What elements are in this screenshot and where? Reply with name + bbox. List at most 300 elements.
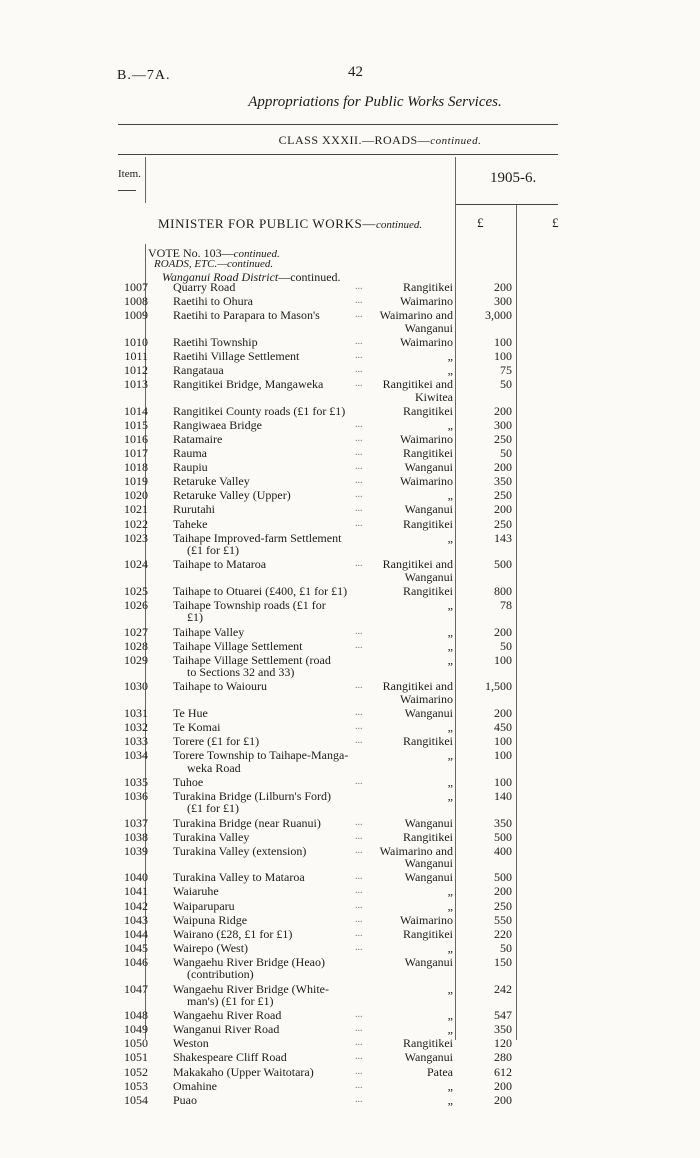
- electorate-line: „: [447, 774, 453, 789]
- class-heading-main: CLASS XXXII.—ROADS—: [278, 133, 431, 147]
- road-description-line: Te Komai: [173, 720, 221, 734]
- electorate-line: „: [447, 597, 453, 612]
- item-number: 1048: [124, 1008, 148, 1023]
- vote-heading-main: VOTE No. 103—: [148, 246, 234, 260]
- item-number: 1052: [124, 1064, 148, 1079]
- road-description-line: Turakina Bridge (Lilburn's Ford): [173, 788, 332, 803]
- amount: 75: [500, 363, 512, 377]
- road-description-line: man's) (£1 for £1): [187, 994, 274, 1008]
- page-number: 42: [348, 64, 363, 80]
- road-description-line: Taihape Village Settlement (road: [173, 652, 331, 667]
- electorate: [362, 336, 453, 349]
- item-number: 1031: [124, 705, 148, 720]
- electorate: [362, 928, 453, 941]
- electorate-line: Waimarino: [399, 691, 453, 706]
- electorate: [362, 419, 453, 432]
- item-number: 1046: [124, 954, 148, 969]
- electorate-line: „: [447, 652, 453, 667]
- item-number: 1008: [124, 294, 148, 309]
- road-description-line: (£1 for £1): [187, 543, 239, 558]
- road-description: [173, 707, 368, 720]
- amount: 350: [494, 815, 512, 830]
- leader-dots: ...: [355, 558, 363, 570]
- electorate: [362, 956, 453, 969]
- item-number: 1012: [124, 363, 148, 377]
- electorate: [362, 680, 453, 705]
- electorate: [362, 1009, 453, 1022]
- electorate-line: „: [447, 1008, 453, 1023]
- electorate-line: „: [447, 1092, 453, 1107]
- electorate-line: Rangitikei: [403, 280, 453, 294]
- electorate: [362, 558, 453, 583]
- electorate: [362, 735, 453, 748]
- amount: 220: [494, 926, 512, 941]
- road-description: [173, 433, 368, 446]
- amount: 200: [494, 403, 512, 418]
- leader-dots: ...: [355, 461, 363, 473]
- road-description-line: to Sections 32 and 33): [187, 665, 295, 680]
- amount: 300: [494, 294, 512, 309]
- electorate: [362, 749, 453, 762]
- electorate: [362, 845, 453, 870]
- electorate: [362, 983, 453, 996]
- amount: 140: [494, 788, 512, 803]
- electorate: [362, 350, 453, 363]
- amount: 3,000: [485, 308, 512, 323]
- electorate-line: „: [447, 1078, 453, 1093]
- item-number: 1019: [124, 474, 148, 489]
- road-description-line: Waiparuparu: [173, 898, 235, 913]
- leader-dots: ...: [355, 1079, 363, 1091]
- road-description-line: Makakaho (Upper Waitotara): [173, 1064, 314, 1079]
- amount: 200: [494, 624, 512, 639]
- road-description-line: Turakina Valley to Mataroa: [173, 870, 305, 885]
- road-description-line: Weston: [173, 1036, 209, 1051]
- item-column-header: Item.: [118, 168, 141, 180]
- item-number: 1023: [124, 530, 148, 545]
- road-description-line: Waiaruhe: [173, 884, 219, 899]
- item-number: 1027: [124, 624, 148, 639]
- electorate: [362, 309, 453, 334]
- amount: 250: [494, 488, 512, 503]
- road-description: [173, 1080, 368, 1093]
- item-number: 1026: [124, 597, 148, 612]
- electorate-line: „: [447, 981, 453, 996]
- document-reference: B.—7A.: [117, 68, 171, 83]
- road-description-line: Puao: [173, 1092, 197, 1107]
- amount: 78: [500, 597, 512, 612]
- electorate-line: „: [447, 898, 453, 913]
- class-heading-cont: continued.: [430, 135, 482, 147]
- currency-symbol-1: £: [477, 215, 484, 230]
- road-description: [173, 475, 368, 488]
- electorate-line: Wanganui: [404, 815, 453, 830]
- electorate: [362, 1080, 453, 1093]
- item-number: 1039: [124, 843, 148, 858]
- road-description: [173, 532, 368, 557]
- road-description: [173, 447, 368, 460]
- road-description-line: Turakina Valley (extension): [173, 843, 307, 858]
- amount: 250: [494, 431, 512, 446]
- electorate-line: Wanganui: [404, 1050, 453, 1065]
- minister-heading-cont: continued.: [375, 219, 423, 231]
- amount: 550: [494, 912, 512, 927]
- road-description: [173, 680, 368, 693]
- leader-dots: ...: [355, 335, 363, 347]
- electorate-line: Rangitikei: [403, 734, 453, 749]
- leader-dots: ...: [355, 735, 363, 747]
- road-description: [173, 1023, 368, 1036]
- amount: 612: [494, 1064, 512, 1079]
- road-description: [173, 1094, 368, 1107]
- road-description: [173, 654, 368, 679]
- road-description: [173, 503, 368, 516]
- road-description: [173, 790, 368, 815]
- item-number: 1017: [124, 446, 148, 460]
- item-number: 1040: [124, 870, 148, 885]
- electorate: [362, 885, 453, 898]
- leader-dots: ...: [355, 941, 363, 953]
- minister-heading-main: MINISTER FOR PUBLIC WORKS—: [158, 216, 376, 231]
- leader-dots: ...: [355, 1023, 363, 1035]
- leader-dots: ...: [355, 309, 363, 321]
- amount: 100: [494, 348, 512, 363]
- road-description-line: Wairano (£28, £1 for £1): [173, 926, 293, 941]
- electorate: [362, 599, 453, 612]
- road-description: [173, 1051, 368, 1064]
- electorate-line: Kiwitea: [415, 389, 453, 404]
- page-title-text: Appropriations for Public Works Services.: [248, 94, 502, 110]
- road-description-line: Shakespeare Cliff Road: [173, 1050, 287, 1065]
- item-number: 1036: [124, 788, 148, 803]
- item-number: 1013: [124, 377, 148, 392]
- amount: 200: [494, 502, 512, 517]
- amount: 500: [494, 870, 512, 885]
- electorate-line: Rangitikei: [403, 516, 453, 531]
- amount: 400: [494, 843, 512, 858]
- electorate-line: Wanganui: [404, 954, 453, 969]
- amount: 280: [494, 1050, 512, 1065]
- amount: 450: [494, 720, 512, 734]
- item-number: 1049: [124, 1022, 148, 1037]
- vote-heading-cont: continued.: [233, 248, 280, 260]
- item-number: 1051: [124, 1050, 148, 1065]
- electorate: [362, 900, 453, 913]
- road-description-line: Wangaehu River Bridge (White-: [173, 981, 329, 996]
- electorate-line: Rangitikei: [403, 829, 453, 844]
- leader-dots: ...: [355, 475, 363, 487]
- amount: 500: [494, 557, 512, 572]
- road-description-line: Raetihi to Parapara to Mason's: [173, 308, 320, 323]
- road-description-line: £1): [187, 610, 203, 625]
- electorate-line: Wanganui: [404, 502, 453, 517]
- road-description-line: Wangaehu River Bridge (Heao): [173, 954, 325, 969]
- electorate: [362, 364, 453, 377]
- leader-dots: ...: [355, 1093, 363, 1105]
- road-description: [173, 1066, 368, 1079]
- electorate: [362, 914, 453, 927]
- electorate-line: Wanganui: [404, 856, 453, 871]
- road-description-line: Raupiu: [173, 460, 208, 475]
- electorate: [362, 1051, 453, 1064]
- electorate-line: Rangitikei: [403, 1036, 453, 1051]
- leader-dots: ...: [355, 830, 363, 842]
- electorate: [362, 1037, 453, 1050]
- amount: 50: [500, 638, 512, 653]
- item-number: 1028: [124, 638, 148, 653]
- electorate: [362, 378, 453, 403]
- electorate-line: Waimarino: [399, 912, 453, 927]
- item-number: 1047: [124, 981, 148, 996]
- electorate: [362, 489, 453, 502]
- amount: 250: [494, 516, 512, 531]
- electorate-line: Rangitikei and: [382, 679, 453, 694]
- item-number: 1054: [124, 1092, 148, 1107]
- road-description-line: Wangaehu River Road: [173, 1008, 282, 1023]
- electorate-line: Wanganui: [404, 569, 453, 584]
- amount: 242: [494, 981, 512, 996]
- road-description: [173, 599, 368, 624]
- item-number: 1010: [124, 334, 148, 349]
- electorate-line: „: [447, 363, 453, 377]
- road-description-line: Rangataua: [173, 363, 224, 377]
- electorate-line: Rangitikei: [403, 583, 453, 598]
- leader-dots: ...: [355, 1065, 363, 1077]
- leader-dots: ...: [355, 1037, 363, 1049]
- item-number: 1038: [124, 829, 148, 844]
- road-description-line: Retaruke Valley: [173, 474, 250, 489]
- road-description-line: Te Hue: [173, 705, 208, 720]
- leader-dots: ...: [355, 295, 363, 307]
- road-description: [173, 942, 368, 955]
- road-description: [173, 871, 368, 884]
- amount: 800: [494, 583, 512, 598]
- item-number: 1053: [124, 1078, 148, 1093]
- amount: 200: [494, 1092, 512, 1107]
- amount: 200: [494, 1078, 512, 1093]
- electorate-line: Waimarino and: [379, 308, 453, 323]
- leader-dots: ...: [355, 899, 363, 911]
- electorate-line: Rangitikei: [403, 403, 453, 418]
- electorate: [362, 433, 453, 446]
- road-description: [173, 558, 368, 571]
- amount: 100: [494, 334, 512, 349]
- road-description: [173, 295, 368, 308]
- currency-symbol-2: £: [552, 215, 559, 230]
- amount: 300: [494, 417, 512, 432]
- road-description-line: weka Road: [187, 760, 241, 775]
- item-number: 1043: [124, 912, 148, 927]
- electorate-line: Rangitikei: [403, 926, 453, 941]
- road-description: [173, 721, 368, 734]
- electorate: [362, 626, 453, 639]
- road-description-line: Rangiwaea Bridge: [173, 417, 262, 432]
- item-number: 1016: [124, 431, 148, 446]
- road-description: [173, 309, 368, 322]
- road-description-line: Taihape to Otuarei (£400, £1 for £1): [173, 583, 348, 598]
- road-description: [173, 749, 368, 774]
- electorate-line: „: [447, 638, 453, 653]
- leader-dots: ...: [355, 432, 363, 444]
- roads-subheading-text: ROADS, ETC.—continued.: [154, 258, 274, 270]
- item-number: 1020: [124, 488, 148, 503]
- road-description-line: Waipuna Ridge: [173, 912, 248, 927]
- road-description-line: Rurutahi: [173, 502, 215, 517]
- road-description: [173, 489, 368, 502]
- electorate-line: Rangitikei and: [382, 557, 453, 572]
- amount: 100: [494, 652, 512, 667]
- electorate-line: Patea: [427, 1064, 453, 1079]
- road-description-line: Taihape to Waiouru: [173, 679, 267, 694]
- electorate-line: „: [447, 348, 453, 363]
- road-description-line: Rauma: [173, 446, 207, 460]
- leader-dots: ...: [355, 680, 363, 692]
- road-description: [173, 626, 368, 639]
- road-description-line: Raetihi to Ohura: [173, 294, 253, 309]
- road-description: [173, 900, 368, 913]
- amount: 500: [494, 829, 512, 844]
- electorate: [362, 281, 453, 294]
- road-description-line: Raetihi Township: [173, 334, 258, 349]
- electorate: [362, 518, 453, 531]
- road-description: [173, 281, 368, 294]
- electorate: [362, 532, 453, 545]
- leader-dots: ...: [355, 639, 363, 651]
- leader-dots: ...: [355, 503, 363, 515]
- leader-dots: ...: [355, 721, 363, 732]
- item-number: 1041: [124, 884, 148, 899]
- electorate: [362, 776, 453, 789]
- electorate-line: Waimarino: [399, 334, 453, 349]
- leader-dots: ...: [355, 871, 363, 883]
- amount: 50: [500, 377, 512, 392]
- road-description: [173, 817, 368, 830]
- electorate-line: „: [447, 417, 453, 432]
- electorate: [362, 585, 453, 598]
- amount: 100: [494, 734, 512, 749]
- leader-dots: ...: [355, 775, 363, 787]
- leader-dots: ...: [355, 927, 363, 939]
- leader-dots: ...: [355, 281, 363, 292]
- leader-dots: ...: [355, 844, 363, 856]
- amount: 200: [494, 705, 512, 720]
- road-description: [173, 336, 368, 349]
- amount: 143: [494, 530, 512, 545]
- leader-dots: ...: [355, 913, 363, 925]
- road-description-line: Quarry Road: [173, 280, 236, 294]
- leader-dots: ...: [355, 885, 363, 897]
- electorate: [362, 461, 453, 474]
- electorate-line: „: [447, 940, 453, 955]
- item-number: 1022: [124, 516, 148, 531]
- item-number: 1029: [124, 652, 148, 667]
- item-number: 1044: [124, 926, 148, 941]
- electorate-line: Waimarino: [399, 474, 453, 489]
- amount: 100: [494, 774, 512, 789]
- electorate-line: „: [447, 720, 453, 734]
- electorate-line: „: [447, 748, 453, 763]
- road-description: [173, 914, 368, 927]
- electorate: [362, 447, 453, 460]
- amount: 150: [494, 954, 512, 969]
- item-number: 1021: [124, 502, 148, 517]
- electorate-line: Waimarino: [399, 431, 453, 446]
- amount: 50: [500, 446, 512, 460]
- road-description-line: (£1 for £1): [187, 801, 239, 816]
- year-header: 1905-6.: [490, 170, 537, 186]
- leader-dots: ...: [355, 364, 363, 375]
- electorate: [362, 405, 453, 418]
- item-number: 1037: [124, 815, 148, 830]
- electorate-line: Rangitikei and: [382, 377, 453, 392]
- leader-dots: ...: [355, 1051, 363, 1063]
- road-description: [173, 1037, 368, 1050]
- district-subheading-cont: —continued.: [278, 270, 341, 284]
- road-description-line: Retaruke Valley (Upper): [173, 488, 291, 503]
- road-description: [173, 735, 368, 748]
- electorate: [362, 1094, 453, 1107]
- road-description-line: Omahine: [173, 1078, 217, 1093]
- road-description-line: Turakina Valley: [173, 829, 250, 844]
- electorate: [362, 831, 453, 844]
- item-number: 1015: [124, 417, 148, 432]
- amount: 200: [494, 884, 512, 899]
- electorate: [362, 295, 453, 308]
- electorate-line: „: [447, 1022, 453, 1037]
- road-description: [173, 461, 368, 474]
- item-number: 1050: [124, 1036, 148, 1051]
- road-description: [173, 845, 368, 858]
- electorate: [362, 721, 453, 734]
- leader-dots: ...: [355, 489, 363, 501]
- road-description: [173, 928, 368, 941]
- item-number: 1045: [124, 940, 148, 955]
- electorate-line: Rangitikei: [403, 446, 453, 460]
- leader-dots: ...: [355, 447, 363, 458]
- item-number: 1034: [124, 748, 148, 763]
- electorate: [362, 475, 453, 488]
- road-description-line: Turakina Bridge (near Ruanui): [173, 815, 321, 830]
- electorate: [362, 654, 453, 667]
- leader-dots: ...: [355, 517, 363, 529]
- road-description-line: Raetihi Village Settlement: [173, 348, 300, 363]
- item-number: 1042: [124, 898, 148, 913]
- leader-dots: ...: [355, 349, 363, 361]
- road-description: [173, 1009, 368, 1022]
- leader-dots: ...: [355, 816, 363, 828]
- road-description: [173, 956, 368, 981]
- electorate: [362, 503, 453, 516]
- leader-dots: ...: [355, 418, 363, 430]
- electorate-line: Wanganui: [404, 870, 453, 885]
- road-description: [173, 350, 368, 363]
- leader-dots: ...: [355, 625, 363, 637]
- road-description-line: Taihape Valley: [173, 624, 245, 639]
- road-description: [173, 405, 368, 418]
- electorate: [362, 942, 453, 955]
- electorate: [362, 817, 453, 830]
- road-description-line: Taihape Improved-farm Settlement: [173, 530, 342, 545]
- electorate-line: Wanganui: [404, 460, 453, 475]
- item-number: 1007: [124, 280, 148, 294]
- road-description-line: Taihape Village Settlement: [173, 638, 303, 653]
- road-description: [173, 378, 368, 391]
- electorate-line: „: [447, 788, 453, 803]
- road-description: [173, 364, 368, 377]
- road-description-line: Torere (£1 for £1): [173, 734, 260, 749]
- leader-dots: ...: [355, 1009, 363, 1021]
- amount: 120: [494, 1036, 512, 1051]
